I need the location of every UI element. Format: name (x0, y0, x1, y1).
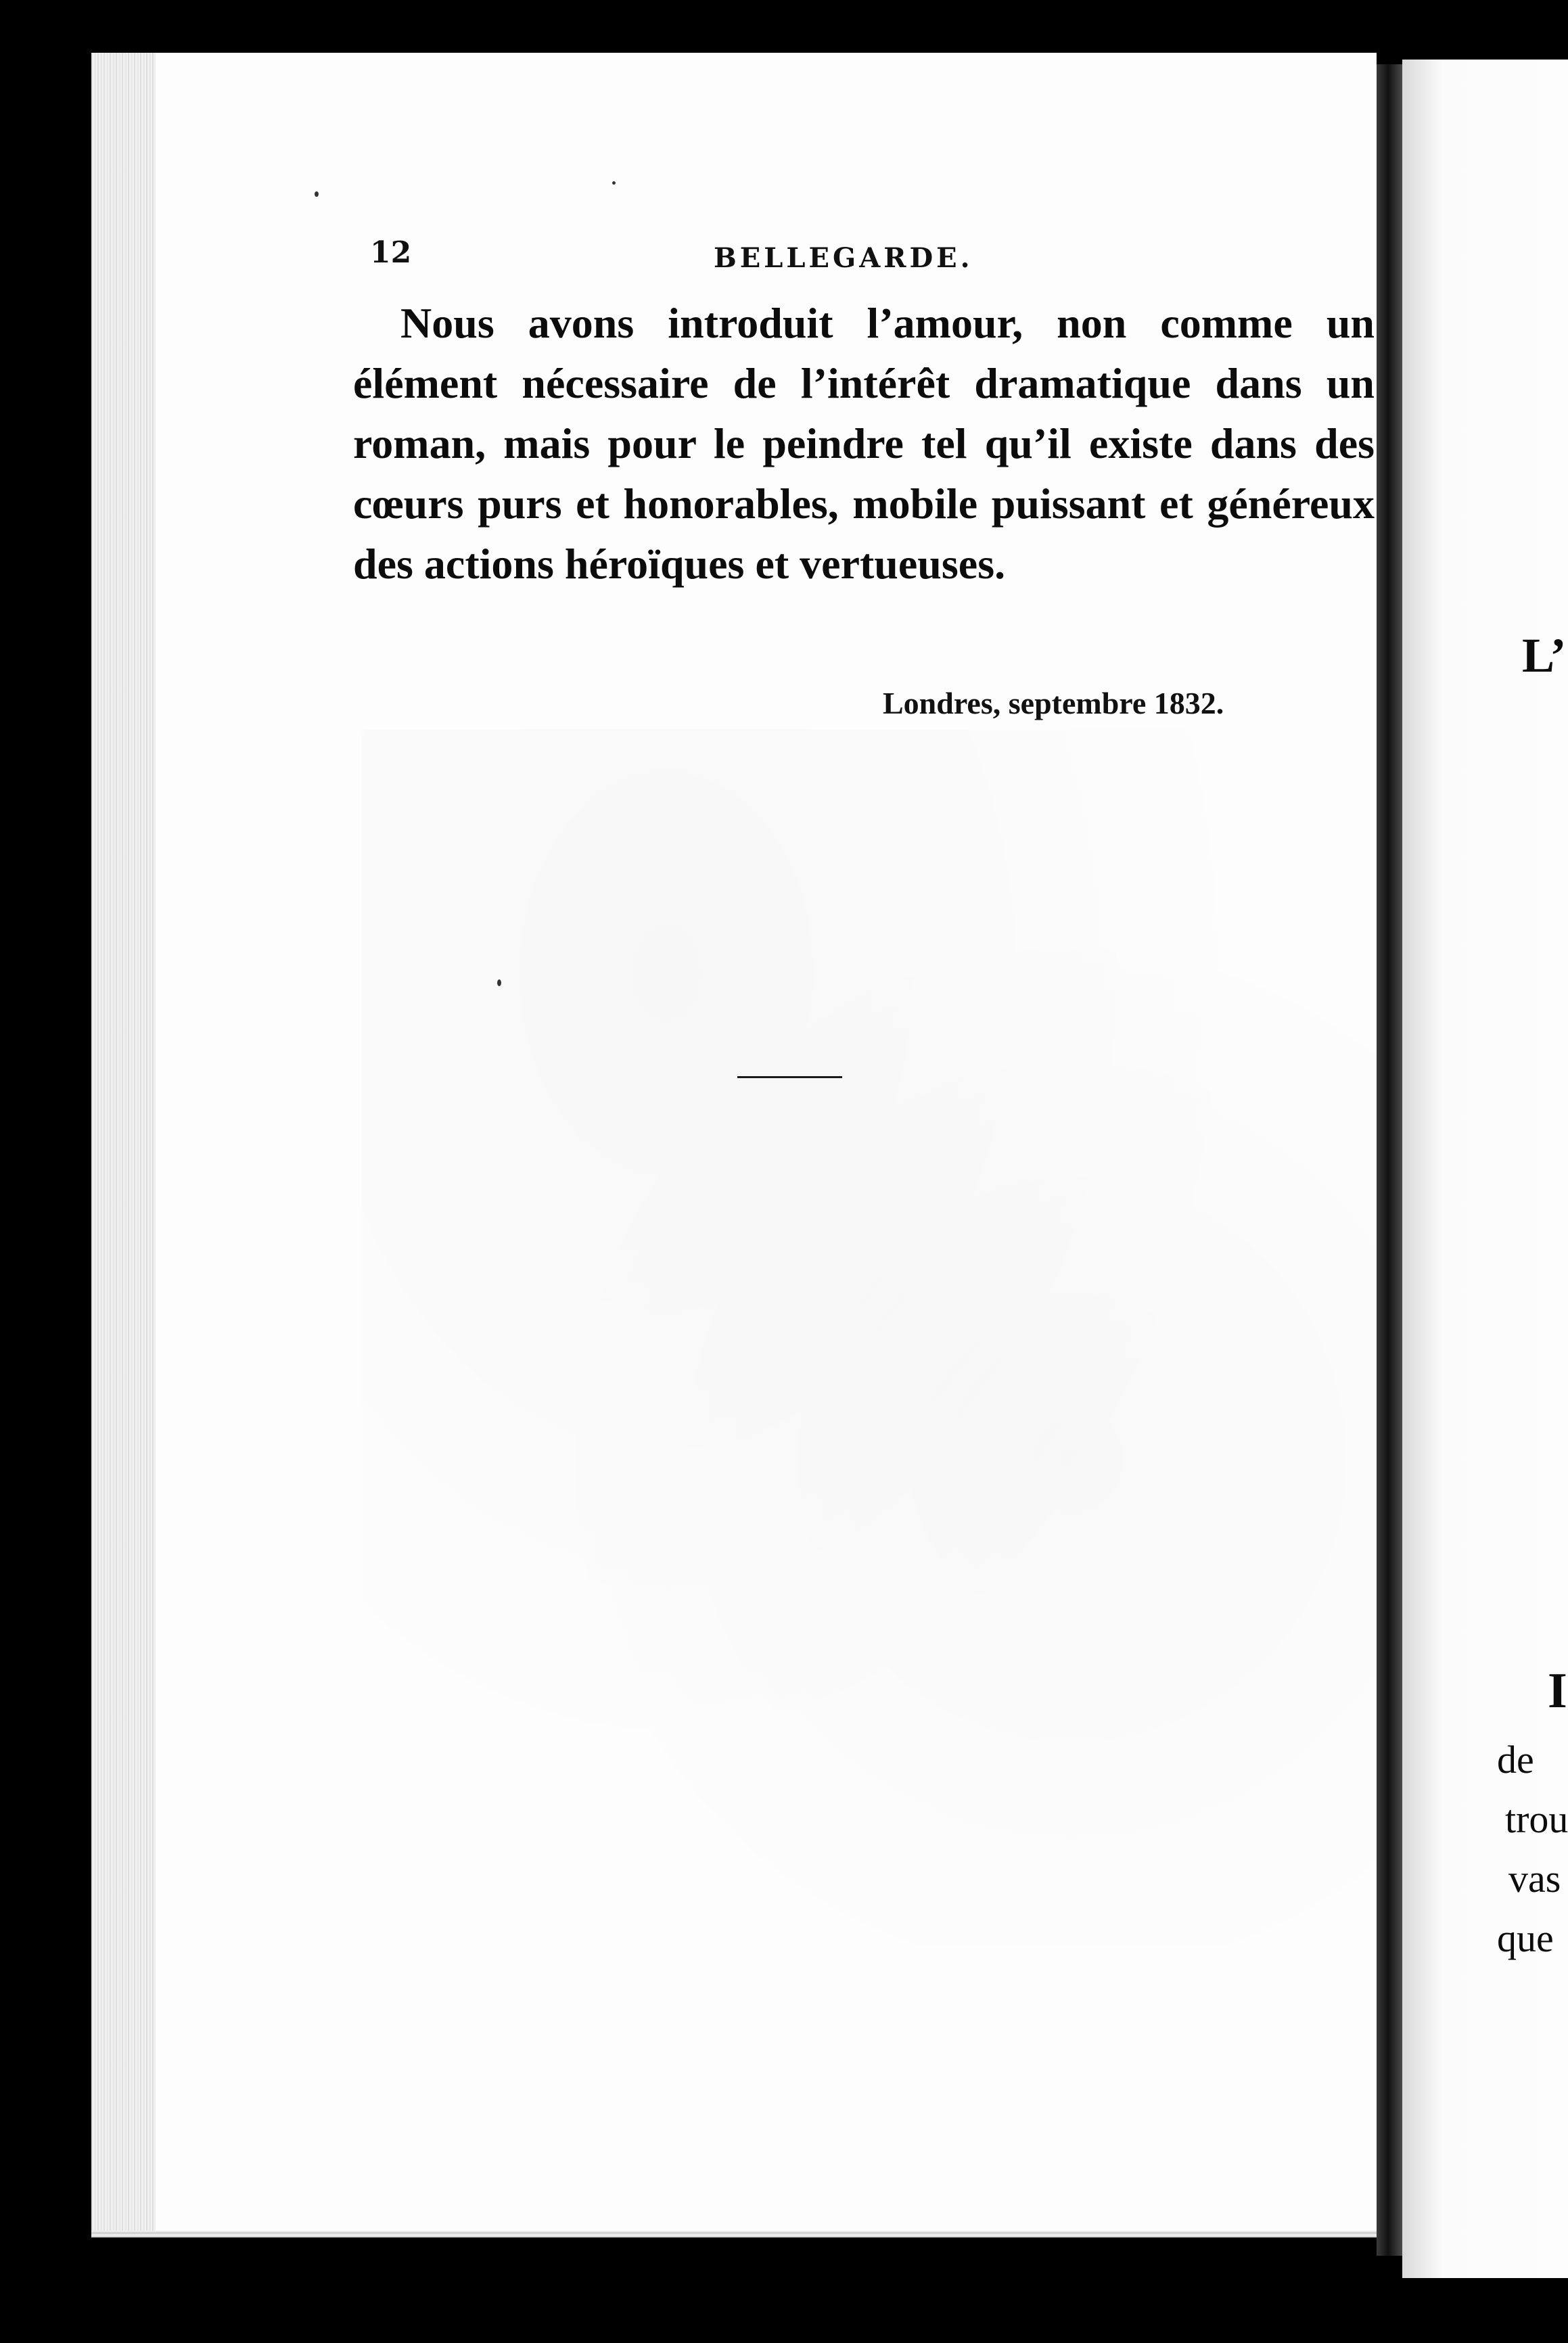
right-page-line-fragment: que (1497, 1916, 1554, 1960)
book-gutter (1377, 64, 1402, 2256)
ink-speck (315, 191, 319, 197)
right-page-dropcap-fragment: I (1548, 1663, 1567, 1719)
right-page-title-fragment: L’ (1522, 628, 1567, 682)
right-page-line-fragment: trou (1505, 1797, 1568, 1841)
show-through-texture (362, 729, 1377, 1947)
running-head: BELLEGARDE. (714, 242, 973, 274)
place-date-signature: Londres, septembre 1832. (883, 686, 1224, 720)
body-paragraph: Nous avons introduit l’amour, non comme un élément nécessaire de l’intérêt dramatique dans un roman, mais pour le peindre tel qu’il existe dans des cœurs purs et honorables, mobile puissant et généreux des actions héroïques et vertueuses. (353, 299, 1375, 588)
right-page (1402, 60, 1568, 2278)
ink-speck (497, 979, 501, 986)
right-page-line-fragment: vas (1508, 1857, 1561, 1901)
ink-speck (612, 181, 616, 185)
end-rule (737, 1076, 842, 1078)
right-page-line-fragment: de (1497, 1738, 1534, 1782)
page-number: 12 (370, 235, 412, 270)
page-header (91, 235, 1377, 276)
left-page (91, 53, 1377, 2237)
